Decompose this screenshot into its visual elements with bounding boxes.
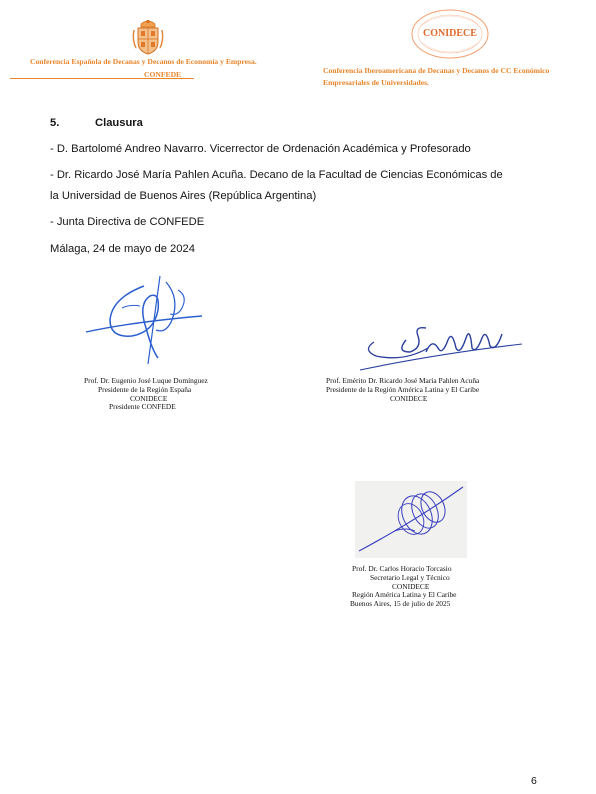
signer-org: CONIDECE xyxy=(392,581,430,591)
signer-role: Secretario Legal y Técnico xyxy=(370,572,450,582)
conidece-logo-text: CONIDECE xyxy=(423,28,477,39)
signer-org: CONIDECE xyxy=(130,393,168,403)
signature-block-torcasio xyxy=(352,565,456,609)
signer-region: Región América Latina y El Caribe xyxy=(352,590,457,600)
confede-acronym: CONFEDE xyxy=(144,70,182,79)
signature-block-pahlen xyxy=(326,377,479,403)
signer-role: Presidente de la Región España xyxy=(98,384,192,394)
confede-logo xyxy=(131,18,165,56)
list-item-pahlen-line2: la Universidad de Buenos Aires (República Argentina) xyxy=(50,190,317,202)
signer-role: Presidente de la Región América Latina y El Caribe xyxy=(326,384,480,394)
page-number: 6 xyxy=(531,775,537,787)
header-left-rule xyxy=(10,78,194,79)
signer-name: Prof. Emérito Dr. Ricardo José María Pahlen Acuña xyxy=(326,376,480,385)
section-title: Clausura xyxy=(95,117,143,129)
signer-name: Prof. Dr. Carlos Horacio Torcasio xyxy=(352,564,452,573)
section-number: 5. xyxy=(50,117,60,129)
signer-name: Prof. Dr. Eugenio José Luque Domínguez xyxy=(84,376,208,385)
conidece-title-line2: Empresariales de Universidades. xyxy=(323,78,429,87)
conidece-logo xyxy=(408,7,492,61)
confede-title: Conferencia Española de Decanas y Decanos de Economía y Empresa. xyxy=(30,57,257,66)
list-item-pahlen-line1: - Dr. Ricardo José María Pahlen Acuña. Decano de la Facultad de Ciencias Económicas de xyxy=(50,169,503,181)
list-item-andreo: - D. Bartolomé Andreo Navarro. Vicerrector de Ordenación Académica y Profesorado xyxy=(50,143,471,155)
signature-pahlen xyxy=(356,318,524,374)
signature-block-luque xyxy=(84,377,208,412)
signer-role: Presidente CONFEDE xyxy=(109,402,176,412)
place-date: Málaga, 24 de mayo de 2024 xyxy=(50,243,195,255)
conidece-title-line1: Conferencia Iberoamericana de Decanas y Decanos de CC Económico xyxy=(323,66,550,75)
signature-luque xyxy=(82,268,206,368)
signer-place-date: Buenos Aires, 15 de julio de 2025 xyxy=(350,599,451,609)
list-item-junta: - Junta Directiva de CONFEDE xyxy=(50,216,205,228)
signature-torcasio xyxy=(355,481,467,558)
signer-org: CONIDECE xyxy=(390,393,428,403)
